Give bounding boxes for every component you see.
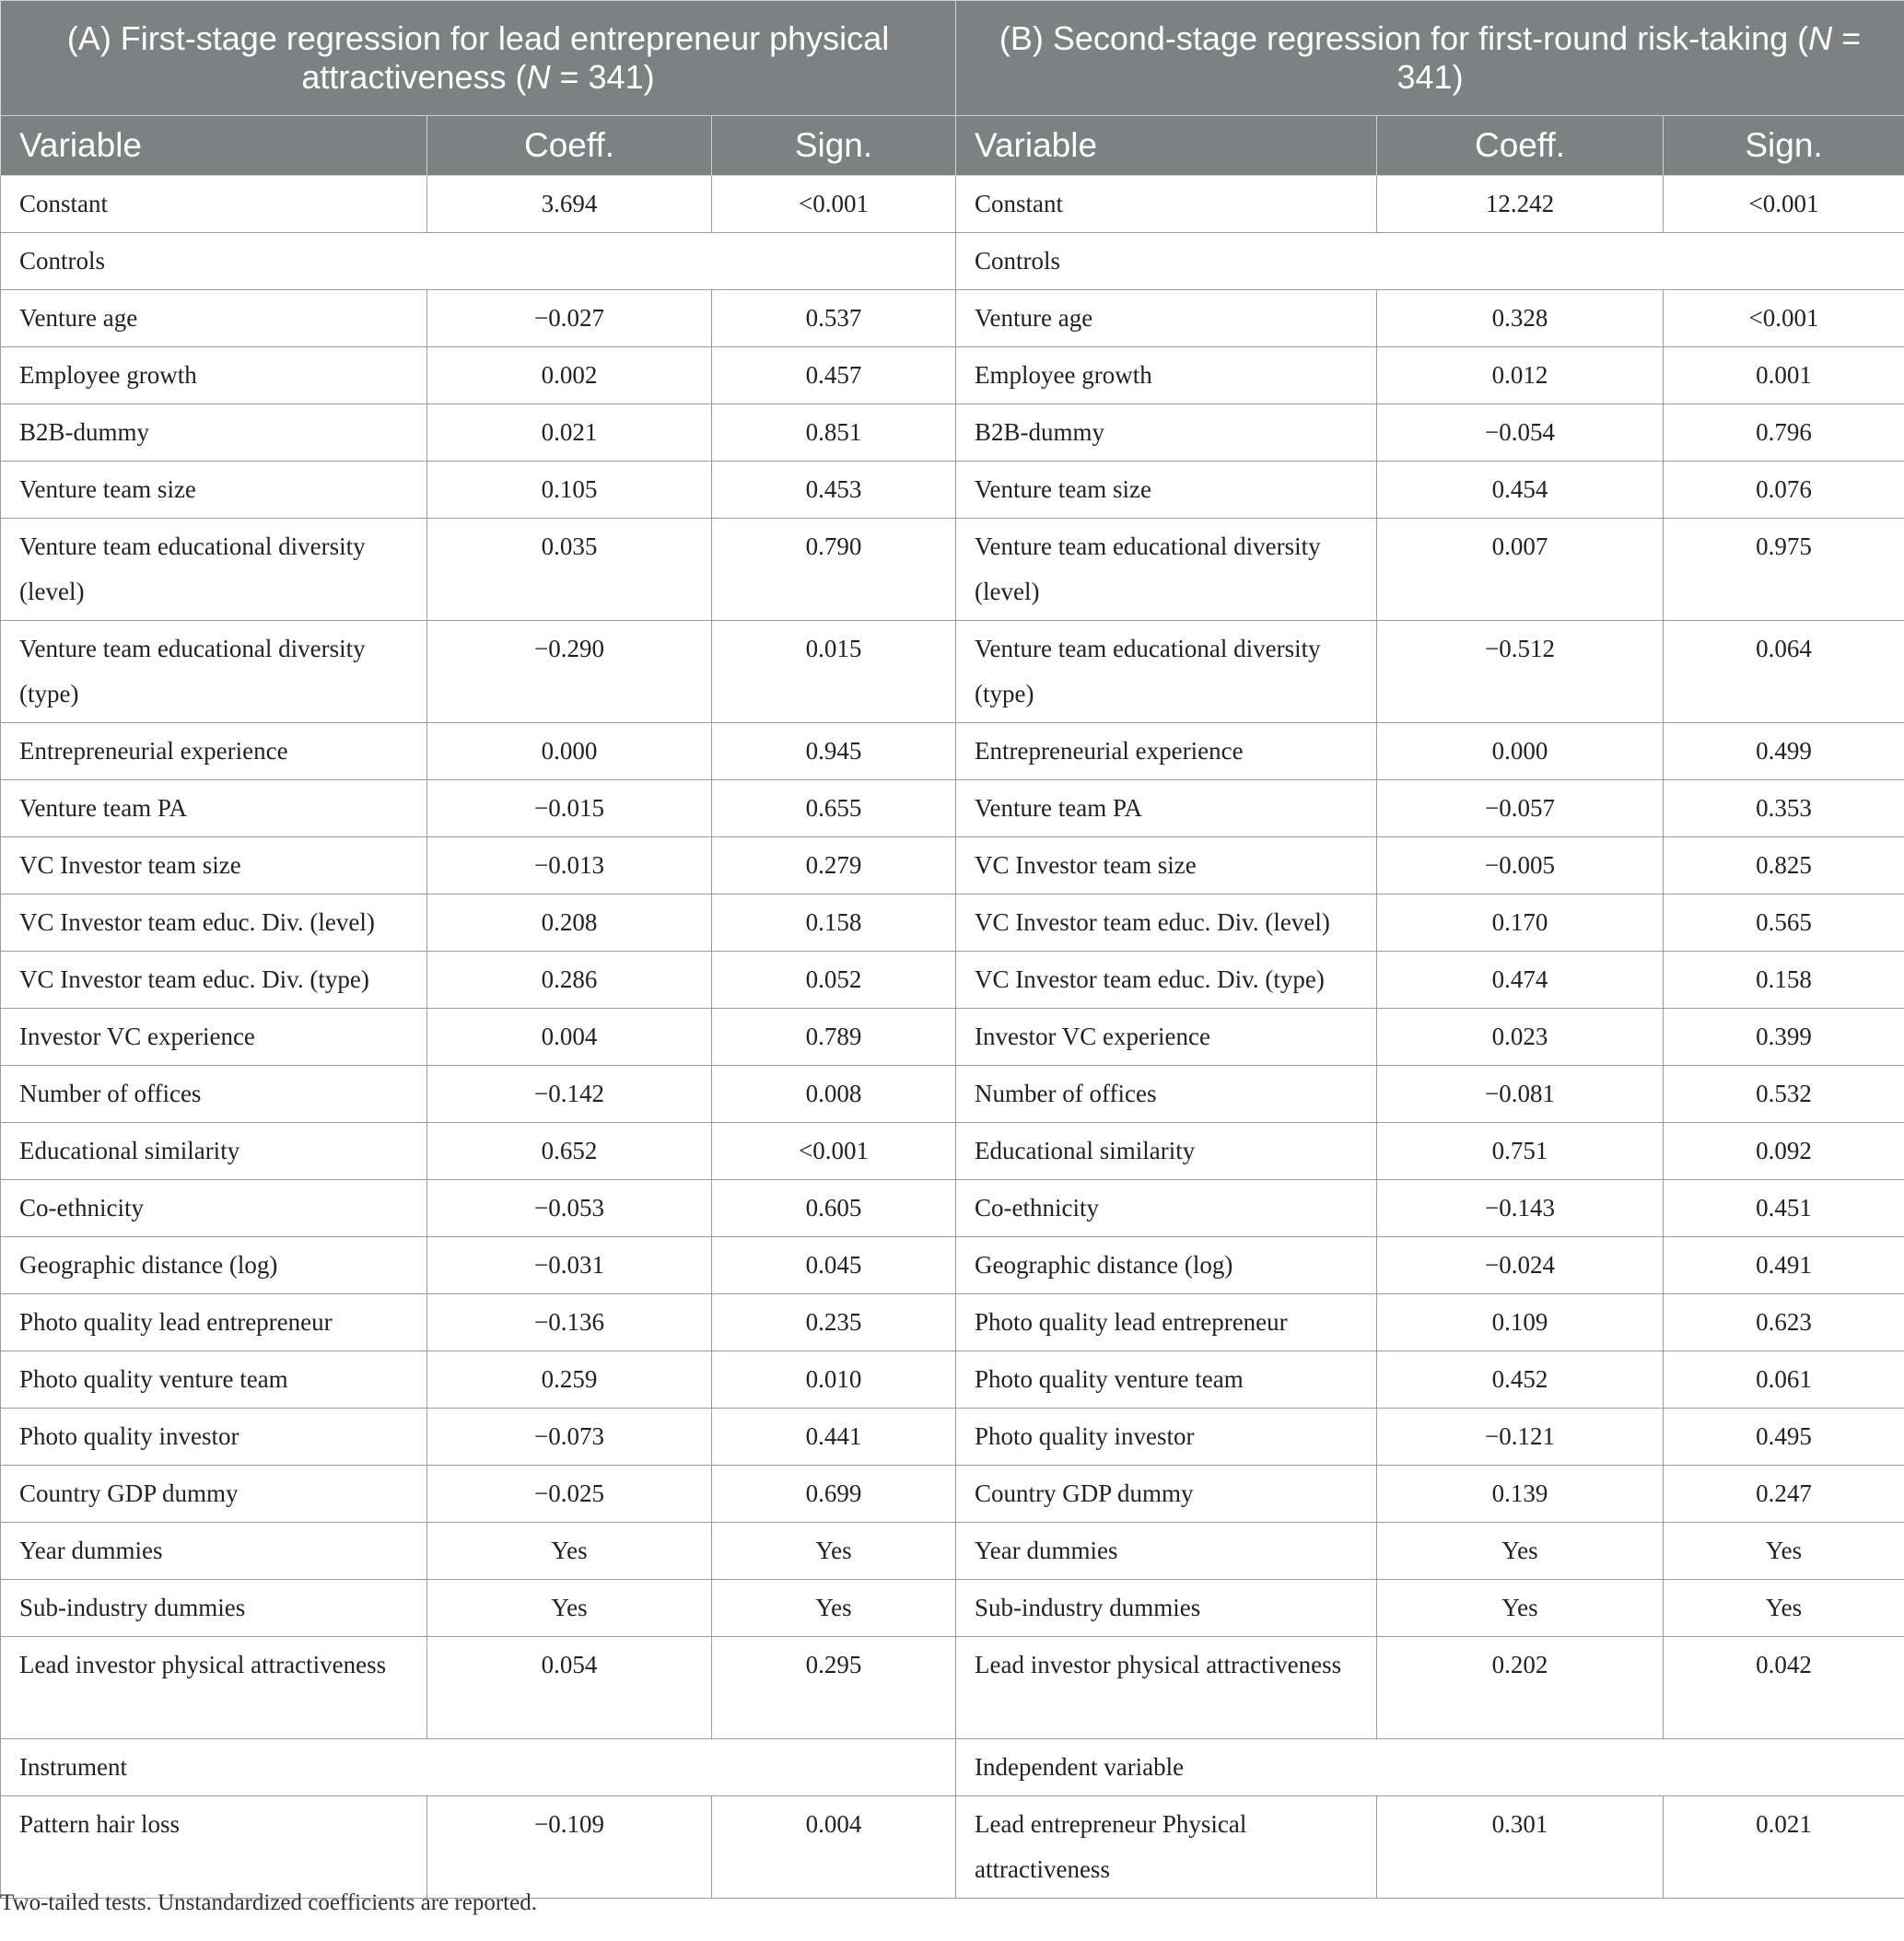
cell-b-coeff: 0.202 bbox=[1377, 1637, 1664, 1739]
section-label-b: Controls bbox=[956, 233, 1904, 290]
cell-b-sign: 0.451 bbox=[1664, 1180, 1904, 1237]
cell-b-coeff: 0.328 bbox=[1377, 290, 1664, 347]
cell-b-sign: 0.001 bbox=[1664, 347, 1904, 404]
cell-a-coeff: 0.286 bbox=[427, 952, 712, 1009]
panel-a-title bbox=[1, 1, 956, 116]
table-body bbox=[1, 176, 1904, 1899]
cell-b-variable: Lead entrepreneur Physical attractiveness bbox=[956, 1796, 1377, 1899]
cell-b-coeff: 0.000 bbox=[1377, 723, 1664, 780]
table-row bbox=[1, 1637, 1904, 1739]
cell-b-variable: Constant bbox=[956, 176, 1377, 233]
cell-b-coeff: 0.751 bbox=[1377, 1123, 1664, 1180]
cell-a-sign: 0.045 bbox=[712, 1237, 956, 1294]
column-header-b-variable: Variable bbox=[956, 116, 1377, 176]
cell-b-sign: 0.158 bbox=[1664, 952, 1904, 1009]
cell-b-coeff: −0.005 bbox=[1377, 837, 1664, 894]
table-row bbox=[1, 1409, 1904, 1466]
cell-a-variable: Co-ethnicity bbox=[1, 1180, 427, 1237]
cell-a-coeff: Yes bbox=[427, 1580, 712, 1637]
cell-b-sign: <0.001 bbox=[1664, 290, 1904, 347]
panel-a-title-text: (A) First-stage regression for lead entrepreneur physical attractiveness ( bbox=[66, 19, 890, 96]
table-row bbox=[1, 290, 1904, 347]
cell-b-coeff: −0.057 bbox=[1377, 780, 1664, 837]
cell-b-sign: 0.796 bbox=[1664, 404, 1904, 462]
cell-a-sign: 0.295 bbox=[712, 1637, 956, 1739]
cell-a-sign: 0.279 bbox=[712, 837, 956, 894]
cell-b-variable: Photo quality lead entrepreneur bbox=[956, 1294, 1377, 1351]
cell-a-coeff: 0.004 bbox=[427, 1009, 712, 1066]
cell-a-sign: 0.235 bbox=[712, 1294, 956, 1351]
cell-b-sign: 0.247 bbox=[1664, 1466, 1904, 1523]
cell-b-variable: Co-ethnicity bbox=[956, 1180, 1377, 1237]
cell-b-sign: 0.076 bbox=[1664, 462, 1904, 519]
cell-a-variable: Venture team size bbox=[1, 462, 427, 519]
cell-b-sign: 0.975 bbox=[1664, 519, 1904, 621]
cell-a-variable: VC Investor team educ. Div. (type) bbox=[1, 952, 427, 1009]
cell-b-coeff: Yes bbox=[1377, 1580, 1664, 1637]
cell-b-coeff: 0.454 bbox=[1377, 462, 1664, 519]
cell-a-sign: 0.015 bbox=[712, 621, 956, 723]
cell-a-coeff: −0.073 bbox=[427, 1409, 712, 1466]
cell-a-sign: 0.789 bbox=[712, 1009, 956, 1066]
cell-a-variable: Number of offices bbox=[1, 1066, 427, 1123]
cell-a-variable: B2B-dummy bbox=[1, 404, 427, 462]
cell-a-sign: 0.790 bbox=[712, 519, 956, 621]
cell-b-sign: 0.532 bbox=[1664, 1066, 1904, 1123]
cell-a-coeff: 0.002 bbox=[427, 347, 712, 404]
cell-b-coeff: 0.170 bbox=[1377, 894, 1664, 952]
cell-b-sign: 0.623 bbox=[1664, 1294, 1904, 1351]
cell-a-coeff: 0.259 bbox=[427, 1351, 712, 1409]
panel-b-n-label: N bbox=[1808, 19, 1833, 57]
cell-a-variable: Entrepreneurial experience bbox=[1, 723, 427, 780]
cell-a-variable: Venture age bbox=[1, 290, 427, 347]
cell-b-variable: Photo quality investor bbox=[956, 1409, 1377, 1466]
cell-a-coeff: −0.025 bbox=[427, 1466, 712, 1523]
cell-a-variable: Photo quality investor bbox=[1, 1409, 427, 1466]
cell-a-coeff: 0.105 bbox=[427, 462, 712, 519]
cell-a-variable: Pattern hair loss bbox=[1, 1796, 427, 1899]
cell-a-coeff: 0.652 bbox=[427, 1123, 712, 1180]
table-row bbox=[1, 519, 1904, 621]
cell-b-sign: 0.825 bbox=[1664, 837, 1904, 894]
cell-a-sign: 0.453 bbox=[712, 462, 956, 519]
cell-b-variable: Year dummies bbox=[956, 1523, 1377, 1580]
cell-a-variable: Constant bbox=[1, 176, 427, 233]
panel-a-n-label: N bbox=[526, 58, 551, 96]
cell-b-coeff: −0.081 bbox=[1377, 1066, 1664, 1123]
table-row bbox=[1, 1466, 1904, 1523]
cell-a-coeff: −0.013 bbox=[427, 837, 712, 894]
cell-b-variable: Entrepreneurial experience bbox=[956, 723, 1377, 780]
cell-a-coeff: 0.054 bbox=[427, 1637, 712, 1739]
cell-b-coeff: 0.109 bbox=[1377, 1294, 1664, 1351]
cell-a-coeff: −0.015 bbox=[427, 780, 712, 837]
cell-b-coeff: −0.143 bbox=[1377, 1180, 1664, 1237]
cell-b-sign: <0.001 bbox=[1664, 176, 1904, 233]
cell-b-sign: 0.565 bbox=[1664, 894, 1904, 952]
cell-b-coeff: Yes bbox=[1377, 1523, 1664, 1580]
cell-b-sign: 0.092 bbox=[1664, 1123, 1904, 1180]
cell-a-sign: <0.001 bbox=[712, 176, 956, 233]
cell-a-variable: Employee growth bbox=[1, 347, 427, 404]
cell-a-variable: Year dummies bbox=[1, 1523, 427, 1580]
table-row bbox=[1, 1351, 1904, 1409]
cell-b-variable: VC Investor team size bbox=[956, 837, 1377, 894]
cell-b-coeff: 0.023 bbox=[1377, 1009, 1664, 1066]
cell-a-variable: Venture team educational diversity (level) bbox=[1, 519, 427, 621]
cell-a-sign: 0.605 bbox=[712, 1180, 956, 1237]
cell-b-variable: Venture age bbox=[956, 290, 1377, 347]
table-row bbox=[1, 780, 1904, 837]
cell-a-coeff: 0.021 bbox=[427, 404, 712, 462]
cell-a-coeff: Yes bbox=[427, 1523, 712, 1580]
cell-a-variable: VC Investor team size bbox=[1, 837, 427, 894]
cell-b-sign: 0.021 bbox=[1664, 1796, 1904, 1899]
table-row bbox=[1, 1123, 1904, 1180]
table-row bbox=[1, 1180, 1904, 1237]
cell-b-variable: Venture team PA bbox=[956, 780, 1377, 837]
cell-a-sign: 0.052 bbox=[712, 952, 956, 1009]
cell-a-coeff: −0.109 bbox=[427, 1796, 712, 1899]
cell-b-coeff: −0.054 bbox=[1377, 404, 1664, 462]
cell-a-variable: Educational similarity bbox=[1, 1123, 427, 1180]
cell-b-sign: 0.353 bbox=[1664, 780, 1904, 837]
panel-b-title bbox=[956, 1, 1904, 116]
cell-a-coeff: −0.027 bbox=[427, 290, 712, 347]
column-header-row bbox=[1, 116, 1904, 176]
cell-a-sign: 0.655 bbox=[712, 780, 956, 837]
cell-b-variable: B2B-dummy bbox=[956, 404, 1377, 462]
cell-a-sign: Yes bbox=[712, 1523, 956, 1580]
panel-a-n-value: = 341) bbox=[550, 58, 655, 96]
cell-a-variable: Venture team PA bbox=[1, 780, 427, 837]
cell-b-coeff: 0.139 bbox=[1377, 1466, 1664, 1523]
cell-b-variable: Employee growth bbox=[956, 347, 1377, 404]
cell-b-sign: Yes bbox=[1664, 1580, 1904, 1637]
table-row bbox=[1, 1523, 1904, 1580]
table-row bbox=[1, 723, 1904, 780]
cell-b-coeff: 0.012 bbox=[1377, 347, 1664, 404]
cell-b-variable: Photo quality venture team bbox=[956, 1351, 1377, 1409]
section-label-a: Instrument bbox=[1, 1739, 956, 1796]
cell-a-sign: 0.457 bbox=[712, 347, 956, 404]
cell-b-variable: Venture team educational diversity (type) bbox=[956, 621, 1377, 723]
cell-a-variable: Country GDP dummy bbox=[1, 1466, 427, 1523]
column-header-b-coeff: Coeff. bbox=[1377, 116, 1664, 176]
cell-b-coeff: 12.242 bbox=[1377, 176, 1664, 233]
table-row bbox=[1, 837, 1904, 894]
cell-b-sign: 0.061 bbox=[1664, 1351, 1904, 1409]
cell-a-sign: 0.699 bbox=[712, 1466, 956, 1523]
cell-b-sign: 0.399 bbox=[1664, 1009, 1904, 1066]
cell-a-sign: Yes bbox=[712, 1580, 956, 1637]
cell-a-coeff: −0.290 bbox=[427, 621, 712, 723]
panel-b-title-text: (B) Second-stage regression for first-round risk-taking ( bbox=[999, 19, 1809, 57]
table-row bbox=[1, 1066, 1904, 1123]
table-row bbox=[1, 462, 1904, 519]
table-row bbox=[1, 952, 1904, 1009]
section-row bbox=[1, 1739, 1904, 1796]
cell-a-sign: 0.441 bbox=[712, 1409, 956, 1466]
panel-header-row bbox=[1, 1, 1904, 116]
cell-a-sign: 0.945 bbox=[712, 723, 956, 780]
cell-b-coeff: 0.007 bbox=[1377, 519, 1664, 621]
cell-a-coeff: 0.035 bbox=[427, 519, 712, 621]
table-row bbox=[1, 894, 1904, 952]
cell-b-variable: Lead investor physical attractiveness bbox=[956, 1637, 1377, 1739]
cell-a-coeff: −0.031 bbox=[427, 1237, 712, 1294]
cell-a-sign: 0.158 bbox=[712, 894, 956, 952]
cell-b-variable: Investor VC experience bbox=[956, 1009, 1377, 1066]
cell-a-variable: Geographic distance (log) bbox=[1, 1237, 427, 1294]
table-row bbox=[1, 347, 1904, 404]
column-header-a-variable: Variable bbox=[1, 116, 427, 176]
cell-a-sign: 0.851 bbox=[712, 404, 956, 462]
cell-a-coeff: −0.053 bbox=[427, 1180, 712, 1237]
cell-a-coeff: 3.694 bbox=[427, 176, 712, 233]
cell-a-coeff: 0.208 bbox=[427, 894, 712, 952]
cell-b-sign: 0.042 bbox=[1664, 1637, 1904, 1739]
cell-b-variable: Sub-industry dummies bbox=[956, 1580, 1377, 1637]
table-footnote: Two-tailed tests. Unstandardized coefficients are reported. bbox=[0, 1890, 537, 1915]
table-row bbox=[1, 1796, 1904, 1899]
cell-a-variable: Venture team educational diversity (type) bbox=[1, 621, 427, 723]
cell-b-sign: 0.064 bbox=[1664, 621, 1904, 723]
cell-b-coeff: −0.121 bbox=[1377, 1409, 1664, 1466]
cell-b-variable: Country GDP dummy bbox=[956, 1466, 1377, 1523]
section-label-a: Controls bbox=[1, 233, 956, 290]
cell-b-variable: VC Investor team educ. Div. (level) bbox=[956, 894, 1377, 952]
cell-a-sign: <0.001 bbox=[712, 1123, 956, 1180]
cell-a-variable: Investor VC experience bbox=[1, 1009, 427, 1066]
table-row bbox=[1, 1237, 1904, 1294]
cell-a-variable: VC Investor team educ. Div. (level) bbox=[1, 894, 427, 952]
table-row bbox=[1, 1580, 1904, 1637]
cell-a-coeff: −0.142 bbox=[427, 1066, 712, 1123]
cell-b-sign: 0.495 bbox=[1664, 1409, 1904, 1466]
cell-b-variable: Number of offices bbox=[956, 1066, 1377, 1123]
section-label-b: Independent variable bbox=[956, 1739, 1904, 1796]
cell-b-variable: Geographic distance (log) bbox=[956, 1237, 1377, 1294]
cell-b-sign: 0.491 bbox=[1664, 1237, 1904, 1294]
column-header-a-sign: Sign. bbox=[712, 116, 956, 176]
table-row bbox=[1, 1294, 1904, 1351]
section-row bbox=[1, 233, 1904, 290]
cell-a-sign: 0.010 bbox=[712, 1351, 956, 1409]
cell-b-variable: Venture team size bbox=[956, 462, 1377, 519]
cell-a-variable: Lead investor physical attractiveness bbox=[1, 1637, 427, 1739]
column-header-b-sign: Sign. bbox=[1664, 116, 1904, 176]
cell-b-sign: 0.499 bbox=[1664, 723, 1904, 780]
table-row bbox=[1, 1009, 1904, 1066]
cell-b-coeff: −0.024 bbox=[1377, 1237, 1664, 1294]
cell-a-variable: Photo quality lead entrepreneur bbox=[1, 1294, 427, 1351]
cell-b-coeff: 0.474 bbox=[1377, 952, 1664, 1009]
cell-a-sign: 0.537 bbox=[712, 290, 956, 347]
cell-b-coeff: 0.301 bbox=[1377, 1796, 1664, 1899]
panel-b-n-value: = 341) bbox=[1396, 19, 1862, 96]
cell-b-coeff: −0.512 bbox=[1377, 621, 1664, 723]
cell-a-coeff: 0.000 bbox=[427, 723, 712, 780]
cell-a-sign: 0.008 bbox=[712, 1066, 956, 1123]
cell-a-sign: 0.004 bbox=[712, 1796, 956, 1899]
cell-b-variable: Educational similarity bbox=[956, 1123, 1377, 1180]
table-row bbox=[1, 621, 1904, 723]
column-header-a-coeff: Coeff. bbox=[427, 116, 712, 176]
cell-b-variable: Venture team educational diversity (level) bbox=[956, 519, 1377, 621]
table-row bbox=[1, 404, 1904, 462]
cell-b-coeff: 0.452 bbox=[1377, 1351, 1664, 1409]
cell-a-coeff: −0.136 bbox=[427, 1294, 712, 1351]
cell-a-variable: Photo quality venture team bbox=[1, 1351, 427, 1409]
cell-a-variable: Sub-industry dummies bbox=[1, 1580, 427, 1637]
cell-b-sign: Yes bbox=[1664, 1523, 1904, 1580]
cell-b-variable: VC Investor team educ. Div. (type) bbox=[956, 952, 1377, 1009]
table-row bbox=[1, 176, 1904, 233]
